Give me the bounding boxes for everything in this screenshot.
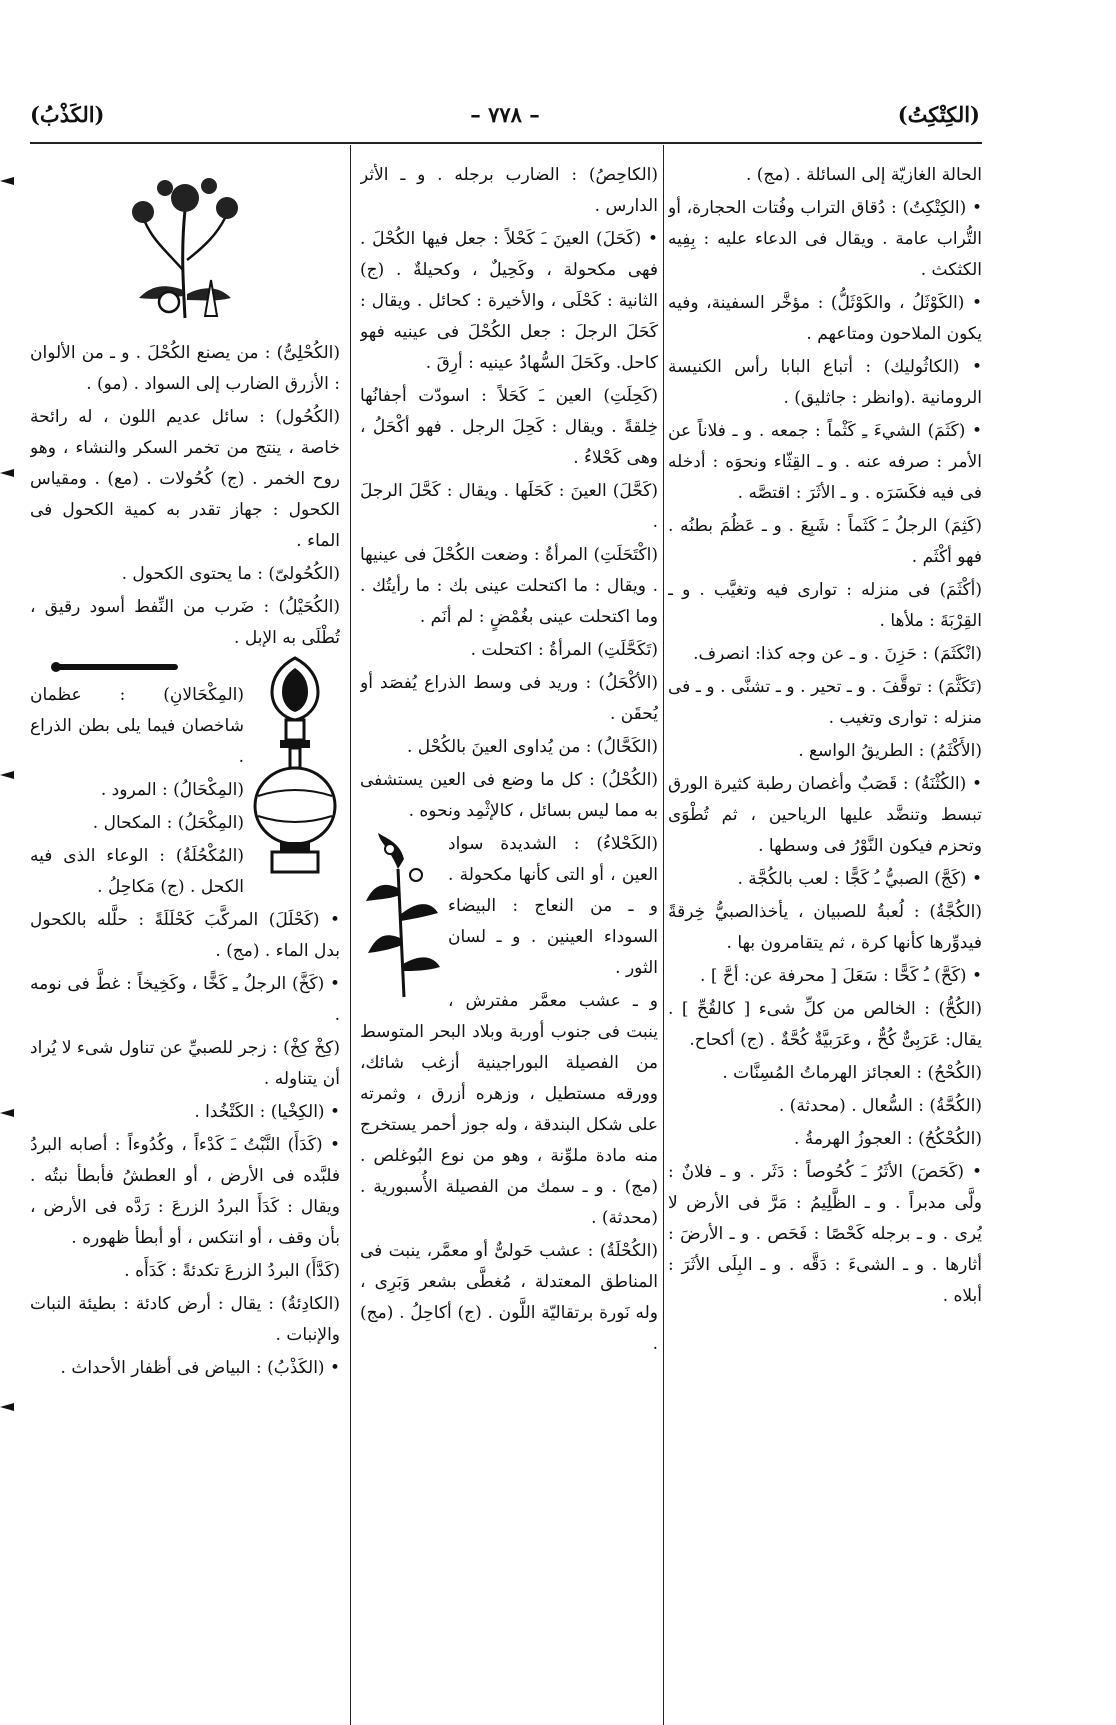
dictionary-entry: (تَكَثَّمَ) : توقَّفَ . و ـ تحير . و ـ تشنَّى . و ـ فى منزله : توارى وتغيب . [668,677,982,728]
dictionary-entry: (الكادِئةُ) : يقال : أرض كادئة : بطيئة النبات والإنبات . [30,1294,340,1345]
dictionary-entry: (المِكْحَالُ) : المرود . [100,780,244,800]
dictionary-entry: (كَحَّلَ) العينَ : كَحَلَها . ويقال : كَحَّلَ الرجلَ . [360,481,658,532]
margin-marker-icon [0,468,18,478]
right-guide-word: (الكِتْكِتُ) [897,102,980,127]
margin-marker-icon [0,770,18,780]
dictionary-entry: (الكُحْكُحُ) : العجوزُ الهرمةُ . [793,1129,982,1149]
dictionary-entry: (تَكَحَّلَتِ) المرأةُ : اكتحلت . [470,640,658,660]
left-guide-word: (الكَذْبُ) [30,102,105,127]
dictionary-entry: • (كَجَّ) الصبيُّ ـُ كَجًّا : لعب بالكُجَّة . [737,869,982,889]
column-divider [663,145,664,1725]
dictionary-entry: (الكَحْلاءُ) : الشديدة سواد العين ، أو التى كأنها مكحولة . و ـ من النعاج : البيضاء السوداء العينين . و ـ لسان الثور . [448,834,658,978]
dictionary-entry: (الكُحْلَةُ) : عشب حَولىٌّ أو معمَّر، ينبت فى المناطق المعتدلة ، مُغطَّى بشعر وَبَرِى ، وله نَورة برتقاليّة اللَّون . (ج) أكاحِلُ . (مج) . [360,1241,658,1354]
dictionary-entry: (الكُحَّةُ) : السُّعال . (محدثة) . [778,1096,982,1116]
dictionary-entry: (كَحِلَتِ) العين ـَ كَحَلاً : اسودّت أجفانُها خِلقةً . ويقال : كَحِلَ الرجل . فهو أكْحَلُ ، وهى كَحْلاءُ . [360,386,658,468]
dictionary-entry: • (الكُثْنَةُ) : قَصَبٌ وأغصان رطبة كثيرة الورق تبسط وتنضَّد عليها الرياحين ، ثم تُطْوَى وتحزم فيكون النَّوْرُ فى وسطها . [668,774,982,856]
dictionary-entry: (كَثِمَ) الرجلُ ـَ كَثَماً : شَبِعَ . و ـ عَظُمَ بطنُه . فهو أكْثَم . [668,516,982,567]
dictionary-entry: (اكْتَحَلَتِ) المرأةُ : وضعت الكُحْلَ فى عينيها . ويقال : ما اكتحلت عينى بك : ما رأيتُك . وما اكتحلت عينى بغُمْضٍ : لم أنَم . [360,545,658,627]
flowering-plant-illustration [125,170,245,320]
dictionary-entry: (الكاحِصُ) : الضارب برجله . و ـ الأثر الدارس . [360,165,658,216]
dictionary-entry: • (الكِخْيا) : الكَتْخُدا . [194,1102,340,1122]
dictionary-entry: (انْكَثَمَ) : حَزِنَ . و ـ عن وجه كذا: انصرف. [693,644,982,664]
margin-marker-icon [0,1402,18,1412]
page-header [30,96,980,136]
page-number: – ٧٧٨ – [470,102,540,127]
dictionary-entry: (المُكْحُلَةُ) : الوعاء الذى فيه الكحل . (ج) مَكاحِلُ . [30,846,244,897]
dictionary-entry: • (كَثَمَ) الشيءَ ـِ كَثْماً : جمعه . و ـ فلاناً عن الأمر : صرفه عنه . و ـ القِثّاء ونحوَه : أدخله فى فيه فكَسَرَه . و ـ الأثَرَ : اقتصَّه . [668,421,982,503]
dictionary-entry: (الكُحْحُ) : العجائز الهرماتُ المُسِنَّات . [722,1063,982,1083]
margin-marker-icon [0,1108,18,1118]
dictionary-entry: (الكُحْلِىُّ) : من يصنع الكُحْلَ . و ـ من الألوان : الأزرق الضارب إلى السواد . (مو) . [30,343,340,394]
dictionary-entry: (المِكْحَالانِ) : عظمان شاخصان فيما يلى بطن الذراع . [30,685,244,767]
dictionary-entry: • (الكَوْثَلُ ، والكَوْثَلُّ) : مؤخَّر السفينة، وفيه يكون الملاحون ومتاعهم . [668,293,982,344]
dictionary-entry: • (كَدَأَ) النَّبْتُ ـَ كَدْءاً ، وكُدُوءاً : أصابه البردُ فلبَّده فى الأرض ، أو العطشُ فأبطأ نبتُه . ويقال : كَدَأَ البردُ الزرعَ : رَدَّه فى الأرض ، بأن وقف ، أو انتكس ، أو أبطأ ظهوره . [30,1135,340,1248]
dictionary-entry: • (الكَذْبُ) : البياض فى أظفار الأحداث . [60,1358,340,1378]
dictionary-entry: • (الكاثُوليك) : أتباع البابا رأس الكنيسة الرومانية .(وانظر : جاثليق) . [668,357,982,408]
dictionary-entry: (كَدَّأَ) البردُ الزرعَ تكدئةً : كَدَأَه . [124,1261,340,1281]
dictionary-entry: • (كَحَلَ) العينَ ـَ كَحْلاً : جعل فيها الكُحْلَ . فهى مكحولة ، وكَحِيلٌ ، وكحيلةٌ . (ج) الثانية : كَحْلَى ، والأخيرة : كحائل . ويقال : كَحَلَ الرجلَ : جعل الكُحْلَ فى عينيه فهو كاحل. وكَحَلَ السُّهادُ عينيه : أرِقَ . [360,229,658,373]
header-rule [30,142,982,144]
column-left [30,160,340,1725]
dictionary-entry: • (كَحَصَ) الأثَرُ ـَ كُحُوصاً : دَثَر . و ـ فلانٌ : ولَّى مدبراً . و ـ الظَّلِيمُ : مَرَّ فى الأرض لا يُرى . و ـ برجله كَحْصًا : فَحَص . و ـ الأرضَ : أثارها . و ـ الشىءَ : دَقَّه . و ـ البِلَى الأثَرَ : أبلاه . [668,1162,982,1306]
dictionary-entry: (الكُحُول) : سائل عديم اللون ، له رائحة خاصة ، ينتج من تخمر السكر والنشاء ، وهو روح الخمر . (ج) كُحُولات . (مع) . ومقياس الكحول : جهاز تقدر به كمية الكحول فى الماء . [30,407,340,551]
kohl-stick-illustration [50,660,180,674]
dictionary-entry: (الكُحْلُ) : كل ما وضع فى العين يستشفى به مما ليس بسائل ، كالإثْمِد ونحوه . [360,770,658,821]
dictionary-entry: و ـ عشب معمَّر مفترش ، ينبت فى جنوب أوربة وبلاد البحر المتوسط من الفصيلة البوراجينية أزغب شائك، وورقه مستطيل ، وزهره أزرق ، وثمرته على شكل البندقة ، وله جوز أحمر يستخرج منه مادة ملوِّنة ، وهو من نوع البُوغلص . (مج) . و ـ سمك من الفصيلة الأُسبورية . (محدثة) . [360,991,658,1228]
dictionary-entry: (الأكْحَلُ) : وريد فى وسط الذراع يُفصَد أو يُحقَن . [360,673,658,724]
dictionary-entry: (الكُجَّةُ) : لُعبةُ للصبيان ، يأخذالصبيُّ خِرقةً فيدوِّرها كأنها كرة ، ثم يتقامرون بها . [668,902,982,953]
dictionary-entry: (المِكْحَلُ) : المكحال . [92,813,244,833]
dictionary-entry: • (كَحَّ) ـُ كَحًّا : سَعَلَ [ محرفة عن: أحَّ ] . [700,966,982,986]
kohl-vessel-illustration [250,656,340,876]
dictionary-entry: • (كَحْلَلَ) المركَّبَ كَحْلَلَةً : حلَّله بالكحول بدل الماء . (مج) . [30,910,340,961]
column-right [668,160,982,1725]
dictionary-entry: (الأَكْثَمُ) : الطريقُ الواسع . [798,741,982,761]
dictionary-entry: (الكُحُّ) : الخالص من كلِّ شىء [ كالقُحِّ ] . يقال: عَرَبِىٌّ كُحٌّ ، وعَرَبيَّةٌ كُحَّةٌ . (ج) أكحاح. [668,999,982,1050]
dictionary-entry: (الكُحَيْلُ) : ضَرب من النِّفط أسود رقيق ، تُطْلَى به الإبل . [30,597,340,648]
dictionary-entry: • (الكِتْكِتُ) : دُقاق التراب وفُتات الحجارة، أو التُّراب عامة . ويقال فى الدعاء عليه : بِفِيه الكثكث . [668,198,982,280]
dictionary-entry: (أكْثَمَ) فى منزله : توارى فيه وتغيَّب . و ـ القِرْبَةَ : ملأها . [668,580,982,631]
kahla-plant-illustration [360,829,442,999]
dictionary-entry: (الكُحُولىّ) : ما يحتوى الكحول . [121,564,340,584]
margin-marker-icon [0,176,18,186]
dictionary-entry: • (كَخَّ) الرجلُ ـِ كَخًّا ، وكَخِيخاً : غطَّ فى نومه . [30,974,340,1025]
dictionary-entry: (كِخْ كِخْ) : زجر للصبيِّ عن تناول شىء لا يُراد أن يتناوله . [30,1038,340,1089]
dictionary-entry: الحالة الغازيّة إلى السائلة . (مج) . [745,165,982,185]
column-divider [350,145,351,1725]
column-middle [360,160,658,1725]
dictionary-entry: (الكَحَّالُ) : من يُداوى العينَ بالكُحْل . [406,737,658,757]
